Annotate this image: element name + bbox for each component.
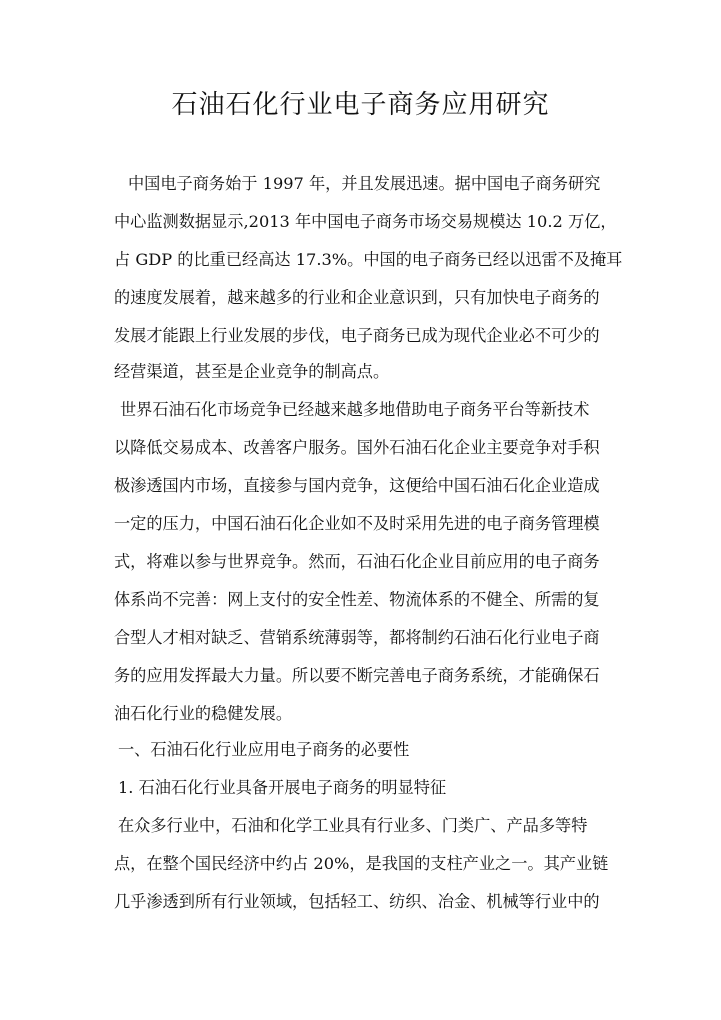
body-line: 以降低交易成本、改善客户服务。国外石油石化企业主要竞争对手积 <box>114 438 600 457</box>
section-heading: 一、石油石化行业应用电子商务的必要性 <box>118 740 410 759</box>
body-line: 极渗透国内市场，直接参与国内竞争，这便给中国石油石化企业造成 <box>114 476 600 495</box>
body-line: 一定的压力，中国石油石化企业如不及时采用先进的电子商务管理模 <box>114 514 600 533</box>
body-line: 发展才能跟上行业发展的步伐，电子商务已成为现代企业必不可少的 <box>114 326 600 345</box>
body-line: 点，在整个国民经济中约占 20%，是我国的支柱产业之一。其产业链 <box>114 854 609 873</box>
body-line: 合型人才相对缺乏、营销系统薄弱等，都将制约石油石化行业电子商 <box>114 628 600 647</box>
body-line: 几乎渗透到所有行业领域，包括轻工、纺织、冶金、机械等行业中的 <box>114 892 600 911</box>
body-line: 在众多行业中，石油和化学工业具有行业多、门类广、产品多等特 <box>118 816 588 835</box>
body-line: 中心监测数据显示,2013 年中国电子商务市场交易规模达 10.2 万亿， <box>114 212 617 231</box>
body-line: 中国电子商务始于 1997 年，并且发展迅速。据中国电子商务研究 <box>128 174 601 193</box>
body-line: 式，将难以参与世界竞争。然而，石油石化企业目前应用的电子商务 <box>114 552 600 571</box>
body-line: 世界石油石化市场竞争已经越来越多地借助电子商务平台等新技术 <box>120 400 590 419</box>
body-line: 的速度发展着，越来越多的行业和企业意识到，只有加快电子商务的 <box>114 288 600 307</box>
body-line: 务的应用发挥最大力量。所以要不断完善电子商务系统，才能确保石 <box>114 666 600 685</box>
subsection-heading: 1. 石油石化行业具备开展电子商务的明显特征 <box>118 778 447 797</box>
document-title: 石油石化行业电子商务应用研究 <box>171 90 550 120</box>
body-line: 经营渠道，甚至是企业竞争的制高点。 <box>114 362 390 381</box>
body-line: 占 GDP 的比重已经高达 17.3%。中国的电子商务已经以迅雷不及掩耳 <box>114 250 623 269</box>
body-line: 油石化行业的稳健发展。 <box>114 704 293 723</box>
body-line: 体系尚不完善：网上支付的安全性差、物流体系的不健全、所需的复 <box>114 590 600 609</box>
